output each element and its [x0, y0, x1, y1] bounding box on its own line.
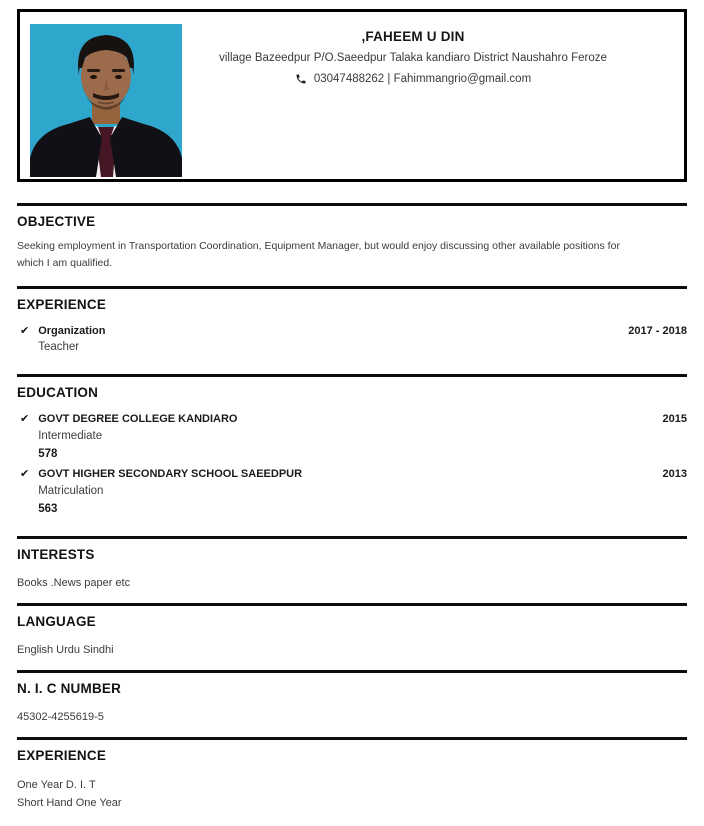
education-entries: [17, 412, 687, 516]
section-objective: [17, 206, 687, 286]
experience-line: One Year D. I. T: [17, 778, 96, 791]
degree-name: Matriculation: [38, 484, 104, 497]
section-nic-number: [17, 673, 687, 737]
nic-number-text: 45302-4255619-5: [17, 710, 104, 723]
experience-entry: [17, 324, 687, 356]
education-entry: [17, 467, 687, 517]
organization-name: Organization: [38, 324, 106, 337]
check-icon: ✔: [20, 468, 30, 481]
section-experience-2: [17, 740, 687, 826]
school-name: GOVT DEGREE COLLEGE KANDIARO: [38, 413, 238, 426]
experience-line: Short Hand One Year: [17, 796, 122, 809]
job-title: Teacher: [38, 341, 80, 354]
experience-entries: [17, 324, 687, 356]
section-title: LANGUAGE: [17, 613, 96, 629]
school-name: GOVT HIGHER SECONDARY SCHOOL SAEEDPUR: [38, 468, 303, 481]
phone-email-text: 03047488262 | Fahimmangrio@gmail.com: [313, 73, 532, 85]
entry-left: [17, 412, 237, 462]
section-language: [17, 606, 687, 670]
photo-frame: [20, 12, 182, 179]
section-title: OBJECTIVE: [17, 214, 96, 229]
section-title: N. I. C NUMBER: [17, 680, 122, 696]
entry-left: [17, 467, 302, 517]
section-title: EXPERIENCE: [17, 747, 107, 763]
entry-year: 2015: [662, 413, 687, 426]
section-experience: [17, 289, 687, 375]
section-interests: [17, 539, 687, 603]
entry-left: [17, 324, 105, 356]
candidate-address: village Bazeedpur P/O.Saeedpur Talaka kandiaro District Naushahro Feroze: [219, 52, 607, 64]
score-value: 578: [38, 448, 58, 461]
section-title: EDUCATION: [17, 385, 99, 401]
phone-icon: [295, 73, 307, 85]
profile-photo: [30, 24, 182, 177]
header-info: [182, 12, 684, 179]
candidate-name: ,FAHEEM U DIN: [361, 29, 465, 44]
entry-body: [38, 412, 237, 462]
entry-body: [38, 324, 105, 356]
experience-2-lines: [17, 776, 687, 812]
section-title: EXPERIENCE: [17, 296, 107, 312]
objective-text: Seeking employment in Transportation Coordination, Equipment Manager, but would enjoy discussing other available positions for which I am qualified.: [17, 240, 620, 269]
interests-text: Books .News paper etc: [17, 576, 131, 589]
check-icon: ✔: [20, 413, 30, 426]
entry-body: [38, 467, 302, 517]
header-card: [17, 9, 687, 182]
contact-line: [182, 73, 644, 85]
check-icon: ✔: [20, 324, 30, 337]
score-value: 563: [38, 502, 58, 515]
entry-year: 2013: [662, 468, 687, 481]
section-education: [17, 377, 687, 535]
education-entry: [17, 412, 687, 462]
resume-page: [0, 9, 704, 826]
section-title: INTERESTS: [17, 546, 95, 562]
language-text: English Urdu Sindhi: [17, 643, 114, 656]
entry-dates: 2017 - 2018: [628, 324, 687, 337]
degree-name: Intermediate: [38, 430, 103, 443]
